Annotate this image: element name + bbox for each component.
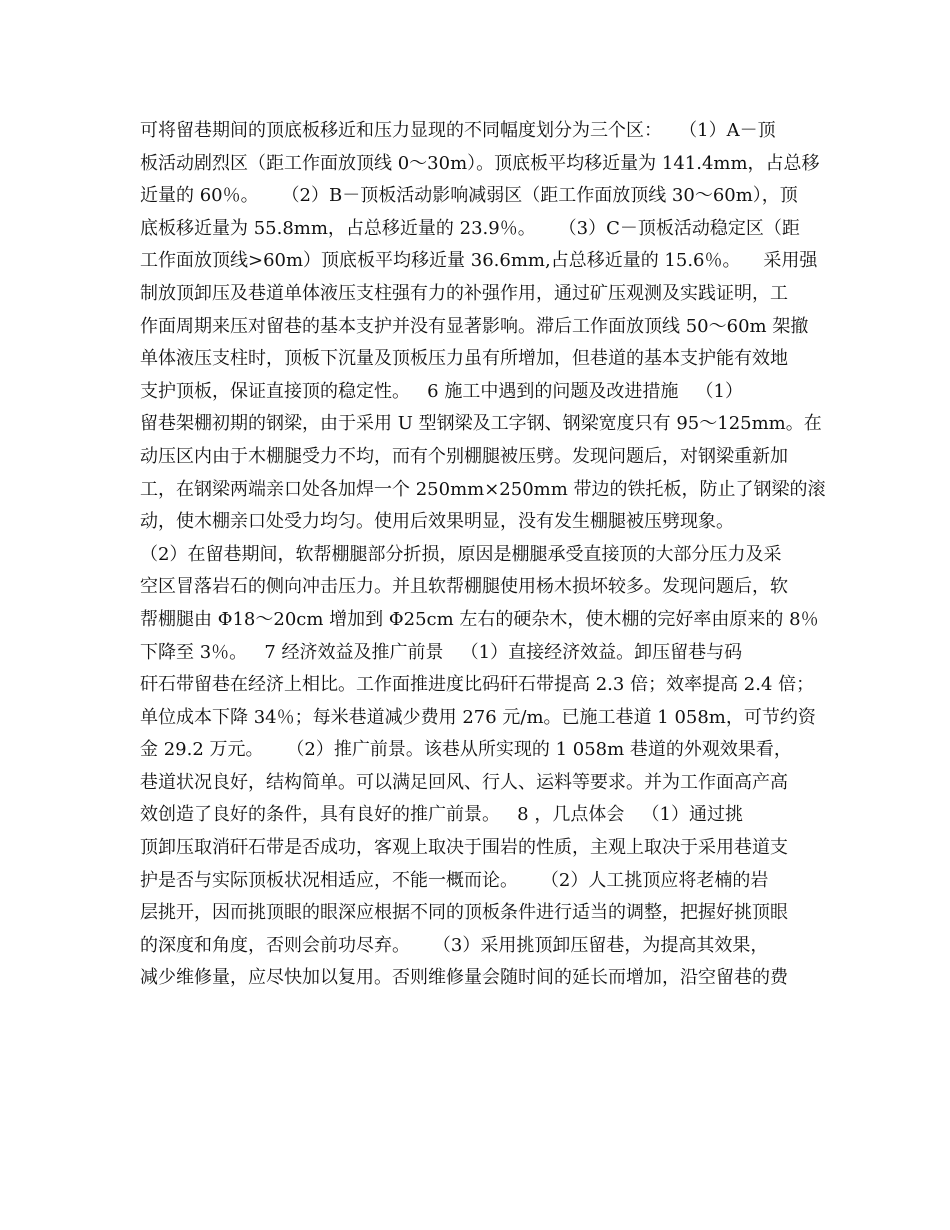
text-line: 单体液压支柱时，顶板下沉量及顶板压力虽有所增加，但巷道的基本支护能有效地 [140, 348, 788, 370]
text-line: （2）在留巷期间，软帮棚腿部分折损，原因是棚腿承受直接顶的大部分压力及采 [140, 543, 782, 565]
text-line: 作面周期来压对留巷的基本支护并没有显著影响。滞后工作面放顶线 50～60m 架撤 [140, 315, 809, 337]
text-line: 顶卸压取消矸石带是否成功，客观上取决于围岩的性质，主观上取决于采用巷道支 [140, 837, 788, 859]
text-line: 效创造了良好的条件，具有良好的推广前景。 8 ，几点体会 （1）通过挑 [140, 804, 743, 826]
text-line: 制放顶卸压及巷道单体液压支柱强有力的补强作用，通过矿压观测及实践证明，工 [140, 282, 788, 304]
text-line: 支护顶板，保证直接顶的稳定性。 6 施工中遇到的问题及改进措施 （1） [140, 380, 743, 402]
text-line: 动，使木棚亲口处受力均匀。使用后效果明显，没有发生棚腿被压劈现象。 [140, 511, 734, 533]
text-line: 板活动剧烈区（距工作面放顶线 0～30m）。顶底板平均移近量为 141.4mm，占总移 [140, 152, 820, 174]
text-line: 层挑开，因而挑顶眼的眼深应根据不同的顶板条件进行适当的调整，把握好挑顶眼 [140, 902, 788, 924]
text-line: 减少维修量，应尽快加以复用。否则维修量会随时间的延长而增加，沿空留巷的费 [140, 967, 788, 989]
text-line: 工作面放顶线>60m）顶底板平均移近量 36.6mm,占总移近量的 15.6％。 采用强 [140, 250, 818, 272]
body-text [140, 115, 826, 995]
text-line: 近量的 60％。 （2）B－顶板活动影响减弱区（距工作面放顶线 30～60m），顶 [140, 185, 798, 207]
text-line: 金 29.2 万元。 （2）推广前景。该巷从所实现的 1 058m 巷道的外观效果看， [140, 739, 792, 761]
text-line: 单位成本下降 34％；每米巷道减少费用 276 元/m。已施工巷道 1 058m，可节约资 [140, 706, 816, 728]
text-line: 空区冒落岩石的侧向冲击压力。并且软帮棚腿使用杨木损坏较多。发现问题后，软 [140, 576, 788, 598]
text-line: 工，在钢梁两端亲口处各加焊一个 250mm×250mm 带边的铁托板，防止了钢梁的滚 [140, 478, 826, 500]
text-line: 下降至 3％。 7 经济效益及推广前景 （1）直接经济效益。卸压留巷与码 [140, 641, 743, 663]
text-line: 帮棚腿由 Φ18～20cm 增加到 Φ25cm 左右的硬杂木，使木棚的完好率由原来的 8％ [140, 608, 819, 630]
text-line: 矸石带留巷在经济上相比。工作面推进度比码矸石带提高 2.3 倍；效率提高 2.4 倍； [140, 674, 815, 696]
text-line: 留巷架棚初期的钢梁，由于采用 U 型钢梁及工字钢、钢梁宽度只有 95～125mm。在 [140, 413, 822, 435]
text-line: 护是否与实际顶板状况相适应，不能一概而论。 （2）人工挑顶应将老楠的岩 [140, 869, 769, 891]
text-line: 可将留巷期间的顶底板移近和压力显现的不同幅度划分为三个区： （1）A－顶 [140, 120, 776, 141]
text-line: 动压区内由于木棚腿受力不均，而有个别棚腿被压劈。发现问题后，对钢梁重新加 [140, 445, 788, 467]
text-line: 的深度和角度，否则会前功尽弃。 （3）采用挑顶卸压留巷，为提高其效果， [140, 934, 769, 956]
text-line: 底板移近量为 55.8mm，占总移近量的 23.9％。 （3）C－顶板活动稳定区（距 [140, 217, 800, 239]
text-line: 巷道状况良好，结构简单。可以满足回风、行人、运料等要求。并为工作面高产高 [140, 771, 788, 793]
